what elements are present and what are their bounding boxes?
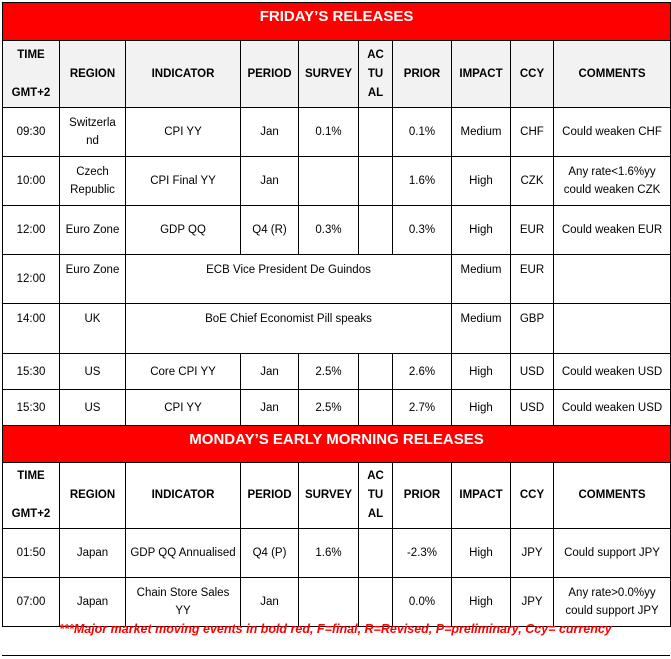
table-row (3, 578, 671, 627)
cell-survey: 0.3% (299, 206, 359, 255)
col-header-time: TIME GMT+2 (3, 463, 60, 529)
cell-survey: 2.5% (299, 390, 359, 426)
table-row (3, 354, 671, 390)
cell-prior: 0.1% (393, 108, 452, 157)
monday-title: MONDAY’S EARLY MORNING RELEASES (3, 426, 671, 463)
cell-comments: Any rate<1.6%yy could weaken CZK (554, 157, 671, 206)
table-row (3, 108, 671, 157)
col-header-survey: SURVEY (299, 41, 359, 108)
cell-region: US (60, 390, 126, 426)
cell-period: Q4 (P) (241, 529, 299, 578)
economic-calendar-table (2, 2, 671, 627)
cell-impact: Medium (452, 108, 511, 157)
cell-actual (359, 157, 393, 206)
friday-section-header (3, 3, 671, 41)
cell-impact: High (452, 390, 511, 426)
cell-ccy: JPY (511, 578, 554, 627)
cell-period: Q4 (R) (241, 206, 299, 255)
cell-actual (359, 390, 393, 426)
bottom-divider (2, 655, 670, 656)
cell-indicator: CPI YY (126, 108, 241, 157)
cell-actual (359, 578, 393, 627)
cell-prior: 1.6% (393, 157, 452, 206)
col-header-impact: IMPACT (452, 41, 511, 108)
cell-indicator: Chain Store Sales YY (126, 578, 241, 627)
cell-time: 10:00 (3, 157, 60, 206)
cell-impact: High (452, 529, 511, 578)
cell-ccy: EUR (511, 255, 554, 304)
cell-prior: 2.7% (393, 390, 452, 426)
cell-impact: Medium (452, 304, 511, 354)
cell-region: Japan (60, 529, 126, 578)
cell-event: BoE Chief Economist Pill speaks (126, 304, 452, 354)
cell-time: 09:30 (3, 108, 60, 157)
footnote-legend: ***Major market moving events in bold red, F=final, R=Revised, P=preliminary, Ccy= currency (59, 622, 612, 636)
cell-ccy: CHF (511, 108, 554, 157)
cell-indicator: GDP QQ Annualised (126, 529, 241, 578)
table-row (3, 255, 671, 304)
cell-ccy: GBP (511, 304, 554, 354)
cell-impact: High (452, 354, 511, 390)
col-header-region: REGION (60, 41, 126, 108)
monday-column-headers (3, 463, 671, 529)
col-header-comments: COMMENTS (554, 41, 671, 108)
cell-period: Jan (241, 157, 299, 206)
cell-impact: High (452, 578, 511, 627)
cell-period: Jan (241, 108, 299, 157)
cell-region: US (60, 354, 126, 390)
cell-comments (554, 304, 671, 354)
col-header-ccy: CCY (511, 41, 554, 108)
cell-time: 15:30 (3, 390, 60, 426)
cell-ccy: EUR (511, 206, 554, 255)
cell-period: Jan (241, 354, 299, 390)
cell-time: 01:50 (3, 529, 60, 578)
cell-survey (299, 578, 359, 627)
col-header-prior: PRIOR (393, 463, 452, 529)
col-header-survey: SURVEY (299, 463, 359, 529)
cell-ccy: USD (511, 354, 554, 390)
table-row (3, 304, 671, 354)
cell-event: ECB Vice President De Guindos (126, 255, 452, 304)
col-header-actual: AC TU AL (359, 41, 393, 108)
cell-actual (359, 206, 393, 255)
table-row (3, 390, 671, 426)
cell-prior: 0.0% (393, 578, 452, 627)
cell-survey: 1.6% (299, 529, 359, 578)
cell-region: UK (60, 304, 126, 354)
cell-prior: -2.3% (393, 529, 452, 578)
cell-ccy: CZK (511, 157, 554, 206)
friday-column-headers (3, 41, 671, 108)
table-row (3, 157, 671, 206)
cell-period: Jan (241, 390, 299, 426)
cell-region: Czech Republic (60, 157, 126, 206)
cell-prior: 0.3% (393, 206, 452, 255)
table-row (3, 206, 671, 255)
cell-survey: 2.5% (299, 354, 359, 390)
cell-comments (554, 255, 671, 304)
cell-time: 12:00 (3, 206, 60, 255)
cell-impact: High (452, 206, 511, 255)
cell-indicator: CPI Final YY (126, 157, 241, 206)
cell-region: Japan (60, 578, 126, 627)
cell-region: Euro Zone (60, 255, 126, 304)
cell-comments: Could support JPY (554, 529, 671, 578)
col-header-impact: IMPACT (452, 463, 511, 529)
cell-ccy: USD (511, 390, 554, 426)
cell-impact: Medium (452, 255, 511, 304)
col-header-ccy: CCY (511, 463, 554, 529)
cell-region: Euro Zone (60, 206, 126, 255)
cell-time: 12:00 (3, 255, 60, 304)
cell-actual (359, 354, 393, 390)
cell-indicator: CPI YY (126, 390, 241, 426)
cell-actual (359, 108, 393, 157)
friday-title: FRIDAY’S RELEASES (3, 3, 671, 41)
cell-comments: Could weaken USD (554, 390, 671, 426)
cell-time: 07:00 (3, 578, 60, 627)
cell-period: Jan (241, 578, 299, 627)
cell-actual (359, 529, 393, 578)
cell-comments: Could weaken EUR (554, 206, 671, 255)
monday-section-header (3, 426, 671, 463)
cell-indicator: GDP QQ (126, 206, 241, 255)
col-header-actual: AC TU AL (359, 463, 393, 529)
cell-region: Switzerla nd (60, 108, 126, 157)
col-header-comments: COMMENTS (554, 463, 671, 529)
cell-prior: 2.6% (393, 354, 452, 390)
col-header-indicator: INDICATOR (126, 463, 241, 529)
col-header-indicator: INDICATOR (126, 41, 241, 108)
cell-survey (299, 157, 359, 206)
cell-survey: 0.1% (299, 108, 359, 157)
cell-comments: Could weaken CHF (554, 108, 671, 157)
col-header-prior: PRIOR (393, 41, 452, 108)
col-header-period: PERIOD (241, 41, 299, 108)
table-row (3, 529, 671, 578)
cell-time: 15:30 (3, 354, 60, 390)
cell-ccy: JPY (511, 529, 554, 578)
cell-comments: Any rate>0.0%yy could support JPY (554, 578, 671, 627)
cell-time: 14:00 (3, 304, 60, 354)
cell-indicator: Core CPI YY (126, 354, 241, 390)
cell-impact: High (452, 157, 511, 206)
col-header-period: PERIOD (241, 463, 299, 529)
cell-comments: Could weaken USD (554, 354, 671, 390)
col-header-region: REGION (60, 463, 126, 529)
col-header-time: TIME GMT+2 (3, 41, 60, 108)
